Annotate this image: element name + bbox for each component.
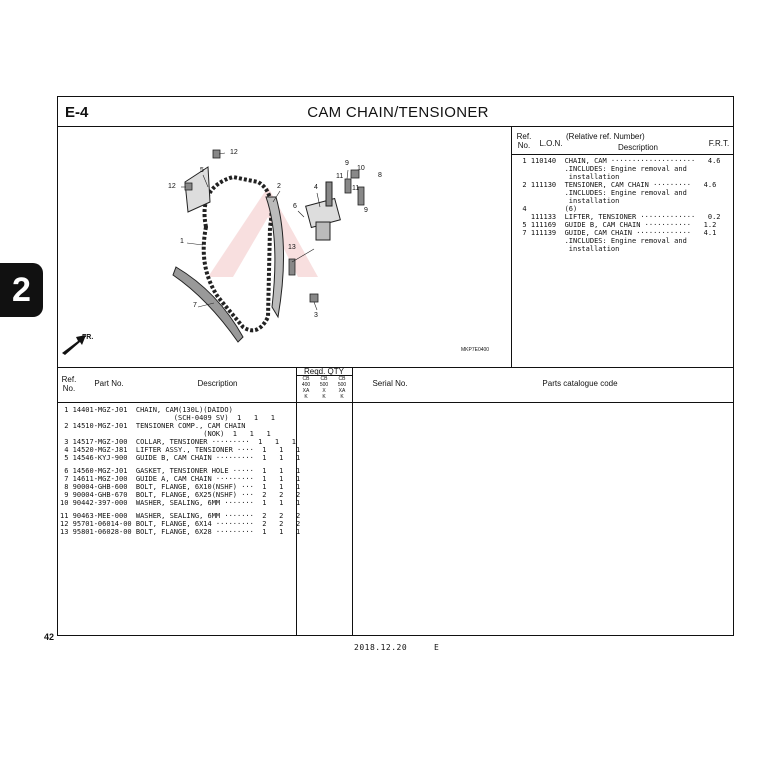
parts-row: 5 14546-KYJ-900 GUIDE B, CAM CHAIN ········· 1 1 1 [60, 454, 301, 462]
callout-4: 4 [314, 184, 318, 191]
parts-row: 11 90463-MEE-000 WASHER, SEALING, 6MM ······· 2 2 2 [60, 512, 301, 520]
callout-12-top: 12 [230, 149, 238, 156]
serial-no-header: Serial No. [372, 379, 408, 388]
parts-ref-no-header: Ref. No. [61, 375, 77, 393]
parts-row: 1 14401-MGZ-J01 CHAIN, CAM(130L)(DAIDO) [60, 406, 233, 414]
footer-edition: E [434, 643, 439, 652]
ref-row: 1 110140 CHAIN, CAM ···················· 4.6 [514, 157, 721, 165]
ref-row: 7 111139 GUIDE, CAM CHAIN ············· 4.1 [514, 229, 717, 237]
ref-row: 111133 LIFTER, TENSIONER ············· 0.2 [514, 213, 721, 221]
parts-header-divider [57, 402, 734, 403]
frt-header: F.R.T. [708, 139, 730, 148]
parts-table-top [57, 367, 734, 368]
callout-11-bottom: 11 [352, 185, 360, 192]
parts-row: 13 95801-06028-00 BOLT, FLANGE, 6X28 ········· 1 1 1 [60, 528, 301, 536]
section-tab: 2 [0, 263, 43, 317]
ref-no-header: Ref. No. [516, 132, 532, 150]
callout-11-top: 11 [336, 173, 344, 180]
reqd-qty-header: Reqd. QTY [303, 367, 344, 376]
ref-row: installation [514, 245, 620, 253]
parts-row: (SCH-0409 SV) 1 1 1 [60, 414, 275, 422]
ref-row: 5 111169 GUIDE B, CAM CHAIN ··········· 1.2 [514, 221, 717, 229]
parts-table-body [60, 406, 300, 536]
callout-9-bottom: 9 [364, 207, 368, 214]
callout-6: 6 [293, 203, 297, 210]
callout-1: 1 [180, 238, 184, 245]
parts-row: 7 14611-MGZ-J00 GUIDE A, CAM CHAIN ········· 1 1 1 [60, 475, 301, 483]
page-number: 42 [44, 632, 55, 642]
catalogue-code-header: Parts catalogue code [542, 379, 618, 388]
ref-row: installation [514, 173, 620, 181]
callout-8: 8 [378, 172, 382, 179]
callout-13: 13 [288, 244, 296, 251]
ref-row: .INCLUDES: Engine removal and [514, 237, 687, 245]
qty-col-right [352, 367, 353, 636]
description-header-top: Description [617, 143, 658, 152]
model-header: CB 400 XA K [301, 376, 311, 400]
callout-7: 7 [193, 302, 197, 309]
ref-row: 2 111130 TENSIONER, CAM CHAIN ········· 4.6 [514, 181, 717, 189]
parts-row: (NOK) 1 1 1 [60, 430, 271, 438]
ref-row: .INCLUDES: Engine removal and [514, 165, 687, 173]
ref-header-divider [511, 154, 734, 155]
footer-date: 2018.12.20 [354, 643, 408, 652]
callout-2: 2 [277, 183, 281, 190]
lon-header: L.O.N. [539, 139, 563, 148]
ref-row: installation [514, 197, 620, 205]
tensioner-lifter-drawing [306, 182, 341, 240]
parts-row: 2 14510-MGZ-J01 TENSIONER COMP., CAM CHAIN [60, 422, 246, 430]
parts-row: 4 14520-MGZ-J81 LIFTER ASSY., TENSIONER ···· 1 1 1 [60, 446, 301, 454]
parts-row: 8 90004-GHB-600 BOLT, FLANGE, 6X10(NSHF) ··· 1 1 1 [60, 483, 301, 491]
parts-row: 9 90004-GHB-670 BOLT, FLANGE, 6X25(NSHF) ··· 2 2 2 [60, 491, 301, 499]
ref-table-body [514, 157, 721, 253]
relative-ref-header: (Relative ref. Number) [566, 132, 645, 141]
model-header: CB 500 XA K [337, 376, 347, 400]
ref-row: 4 (6) [514, 205, 578, 213]
front-label: FR. [82, 334, 94, 341]
part-no-header: Part No. [94, 379, 124, 388]
exploded-diagram [58, 127, 510, 366]
parts-row: 6 14560-MGZ-J01 GASKET, TENSIONER HOLE ····· 1 1 1 [60, 467, 301, 475]
parts-row: 10 90442-397-000 WASHER, SEALING, 6MM ······· 1 1 1 [60, 499, 301, 507]
parts-row: 12 95701-06014-00 BOLT, FLANGE, 6X14 ········· 2 2 2 [60, 520, 301, 528]
parts-row: 3 14517-MGZ-J00 COLLAR, TENSIONER ········· 1 1 1 [60, 438, 297, 446]
description-header: Description [197, 379, 238, 388]
ref-row: .INCLUDES: Engine removal and [514, 189, 687, 197]
model-header: CB 500 X K [319, 376, 329, 400]
callout-12-left: 12 [168, 183, 176, 190]
figure-code: MKP7E0400 [461, 347, 490, 353]
callout-9-top: 9 [345, 160, 349, 167]
watermark-logo [208, 187, 318, 277]
section-code: E-4 [65, 104, 89, 121]
callout-5: 5 [200, 167, 204, 174]
section-title: CAM CHAIN/TENSIONER [307, 104, 489, 121]
callout-10: 10 [357, 165, 365, 172]
figure-divider [511, 126, 512, 367]
callout-3: 3 [314, 312, 318, 319]
